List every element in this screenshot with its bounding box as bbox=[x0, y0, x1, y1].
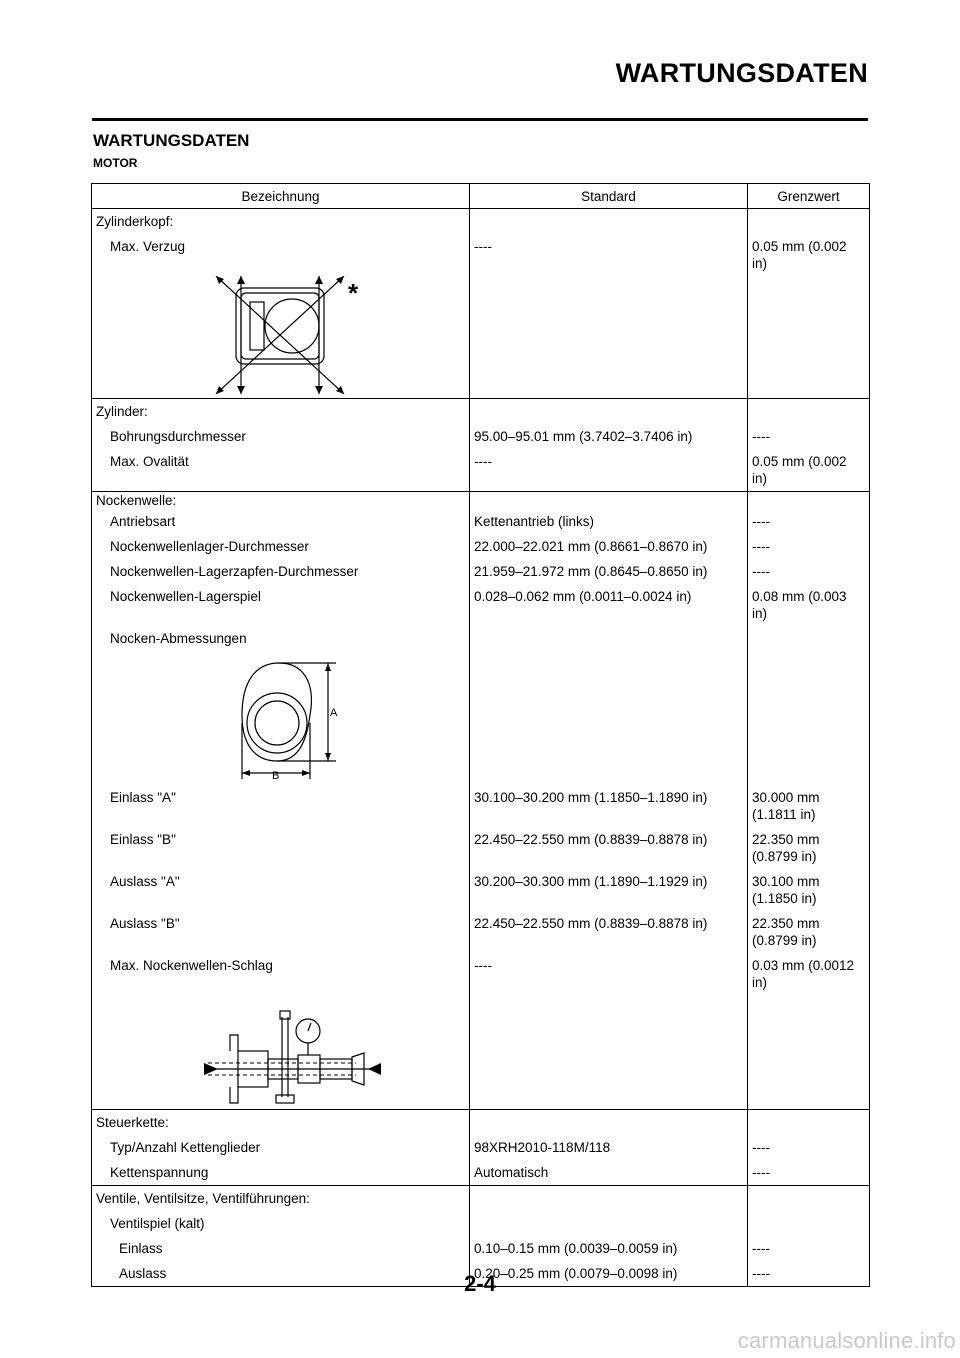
table-row bbox=[92, 651, 870, 785]
table-row: Max. Verzug ---- 0.05 mm (0.002 in) bbox=[92, 234, 870, 276]
table-row: Nockenwellen-Lagerzapfen-Durchmesser 21.959–21.972 mm (0.8645–0.8650 in) ---- bbox=[92, 559, 870, 584]
table-row: Max. Ovalität ---- 0.05 mm (0.002 in) bbox=[92, 449, 870, 492]
table-row: Einlass 0.10–0.15 mm (0.0039–0.0059 in) ---- bbox=[92, 1236, 870, 1261]
table-row: Antriebsart Kettenantrieb (links) ---- bbox=[92, 509, 870, 534]
table-row: Nockenwellenlager-Durchmesser 22.000–22.021 mm (0.8661–0.8670 in) ---- bbox=[92, 534, 870, 559]
subsection-title: MOTOR bbox=[93, 156, 138, 170]
table-row: Bohrungsdurchmesser 95.00–95.01 mm (3.7402–3.7406 in) ---- bbox=[92, 424, 870, 449]
cam-lobe-diagram bbox=[96, 651, 466, 781]
watermark-text: carmanualsonline.info bbox=[737, 1328, 956, 1353]
table-row: Ventilspiel (kalt) bbox=[92, 1211, 870, 1236]
table-row bbox=[92, 209, 870, 235]
figure-label-a: A bbox=[330, 707, 338, 719]
camshaft-runout-diagram bbox=[96, 995, 466, 1105]
page-header-title: WARTUNGSDATEN bbox=[615, 58, 868, 88]
table-row: Einlass "B" 22.450–22.550 mm (0.8839–0.8878 in) 22.350 mm (0.8799 in) bbox=[92, 827, 870, 869]
table-row bbox=[92, 492, 870, 510]
column-header-name: Bezeichnung bbox=[92, 184, 470, 209]
table-row bbox=[92, 1186, 870, 1212]
table-row: Max. Nockenwellen-Schlag ---- 0.03 mm (0.0012 in) bbox=[92, 953, 870, 995]
table-row bbox=[92, 276, 870, 399]
group-label-camshaft: Nockenwelle: bbox=[92, 492, 470, 510]
figure-asterisk-label: * bbox=[348, 278, 359, 308]
table-row: Kettenspannung Automatisch ---- bbox=[92, 1160, 870, 1186]
section-title: WARTUNGSDATEN bbox=[93, 131, 250, 150]
cylinder-head-warp-diagram bbox=[96, 276, 466, 394]
table-row: Auslass 0.20–0.25 mm (0.0079–0.0098 in) ---- bbox=[92, 1261, 870, 1287]
group-label-timing-chain: Steuerkette: bbox=[92, 1110, 470, 1136]
group-label-cylinder: Zylinder: bbox=[92, 399, 470, 425]
table-row: Nockenwellen-Lagerspiel 0.028–0.062 mm (0.0011–0.0024 in) 0.08 mm (0.003 in) bbox=[92, 584, 870, 626]
figure-label-b: B bbox=[272, 770, 280, 781]
header-divider bbox=[92, 118, 868, 121]
table-row: Typ/Anzahl Kettenglieder 98XRH2010-118M/118 ---- bbox=[92, 1135, 870, 1160]
table-row: Einlass "A" 30.100–30.200 mm (1.1850–1.1890 in) 30.000 mm (1.1811 in) bbox=[92, 785, 870, 827]
group-label-cylinder-head: Zylinderkopf: bbox=[92, 209, 470, 235]
group-label-valves: Ventile, Ventilsitze, Ventilführungen: bbox=[92, 1186, 470, 1212]
table-row bbox=[92, 399, 870, 425]
table-header-row bbox=[92, 184, 870, 209]
table-row: Nocken-Abmessungen bbox=[92, 626, 870, 651]
table-row: Auslass "A" 30.200–30.300 mm (1.1890–1.1929 in) 30.100 mm (1.1850 in) bbox=[92, 869, 870, 911]
column-header-standard: Standard bbox=[470, 184, 748, 209]
table-row bbox=[92, 995, 870, 1110]
page-number: 2-4 bbox=[464, 1271, 496, 1296]
column-header-limit: Grenzwert bbox=[748, 184, 870, 209]
table-row bbox=[92, 1110, 870, 1136]
maintenance-data-table bbox=[91, 183, 870, 1287]
table-row: Auslass "B" 22.450–22.550 mm (0.8839–0.8878 in) 22.350 mm (0.8799 in) bbox=[92, 911, 870, 953]
